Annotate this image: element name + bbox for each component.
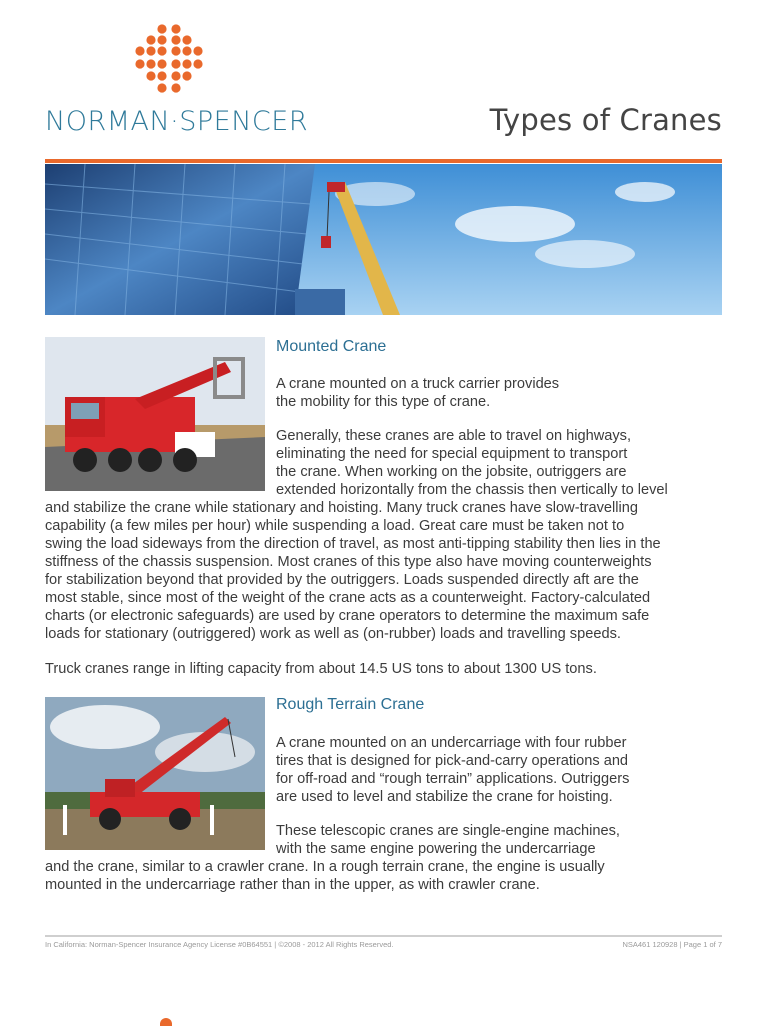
- rough-terrain-intro-line: tires that is designed for pick-and-carry operations and: [276, 753, 629, 769]
- rough-terrain-intro-line: A crane mounted on an undercarriage with four rubber: [276, 735, 627, 751]
- mounted-crane-intro-line-1: A crane mounted on a truck carrier provides: [276, 376, 560, 392]
- next-page-logo-dot-icon: [160, 1018, 172, 1026]
- rough-terrain-intro-line: for off-road and “rough terrain” applications. Outriggers: [276, 771, 630, 787]
- mounted-crane-body-line: loads for stationary (outriggered) work as well as (on-rubber) loads and travelling speeds.: [45, 626, 621, 642]
- footer-divider: [45, 935, 722, 937]
- mounted-crane-photo: [45, 337, 265, 491]
- banner-image: [45, 164, 722, 315]
- truck-crane-icon: [45, 337, 265, 491]
- rough-terrain-body-line: mounted in the undercarriage rather than in the upper, as with crawler crane.: [45, 877, 540, 893]
- mounted-crane-body-line: extended horizontally from the chassis then vertically to level: [276, 482, 668, 498]
- mounted-crane-body-line: stiffness of the chassis suspension. Most cranes of this type also have moving counterweights: [45, 554, 652, 570]
- footer-page-number: NSA461 120928 | Page 1 of 7: [622, 940, 722, 949]
- page-title: Types of Cranes: [489, 103, 722, 137]
- mounted-crane-body-line: most stable, since most of the weight of the crane acts as a counterweight. Factory-calculated: [45, 590, 651, 606]
- footer-license: In California: Norman-Spencer Insurance Agency License #0B64551 | ©2008 - 2012 All Rights Reserved.: [45, 940, 394, 949]
- mounted-crane-body-line: for stabilization beyond that provided by the outriggers. Loads suspended directly aft are the: [45, 572, 639, 588]
- rough-terrain-body-line: These telescopic cranes are single-engine machines,: [276, 823, 620, 839]
- section-heading-mounted-crane: Mounted Crane: [276, 338, 387, 355]
- company-logo: [45, 24, 309, 144]
- rough-terrain-intro-line: are used to level and stabilize the crane for hoisting.: [276, 789, 613, 805]
- rough-terrain-crane-icon: [45, 697, 265, 850]
- rough-terrain-crane-photo: [45, 697, 265, 850]
- brand-name: NORMAN·SPENCER: [45, 106, 309, 137]
- mounted-crane-body-line: capability (a few miles per hour) while suspending a load. Great care must be taken not to: [45, 518, 625, 534]
- section-heading-rough-terrain-crane: Rough Terrain Crane: [276, 696, 425, 713]
- mounted-crane-body-line: the crane. When working on the jobsite, outriggers are: [276, 464, 627, 480]
- rough-terrain-body-line: and the crane, similar to a crawler crane. In a rough terrain crane, the engine is usually: [45, 859, 605, 875]
- mounted-crane-body-line: and stabilize the crane while stationary and hoisting. Many truck cranes have slow-travelling: [45, 500, 638, 516]
- mounted-crane-body-line: swing the load sideways from the direction of travel, as most anti-tipping stability then lies in the: [45, 536, 661, 552]
- logo-dots-icon: [133, 24, 205, 98]
- mounted-crane-intro-line-2: the mobility for this type of crane.: [276, 394, 491, 410]
- mounted-crane-capacity: Truck cranes range in lifting capacity from about 14.5 US tons to about 1300 US tons.: [45, 661, 597, 677]
- mounted-crane-body-line: Generally, these cranes are able to travel on highways,: [276, 428, 632, 444]
- header-divider: [45, 159, 722, 163]
- banner-illustration: [45, 164, 722, 315]
- mounted-crane-body-line: charts (or electronic safeguards) are used by crane operators to determine the maximum safe: [45, 608, 650, 624]
- rough-terrain-body-line: with the same engine powering the undercarriage: [276, 841, 596, 857]
- mounted-crane-body-line: eliminating the need for special equipment to transport: [276, 446, 628, 462]
